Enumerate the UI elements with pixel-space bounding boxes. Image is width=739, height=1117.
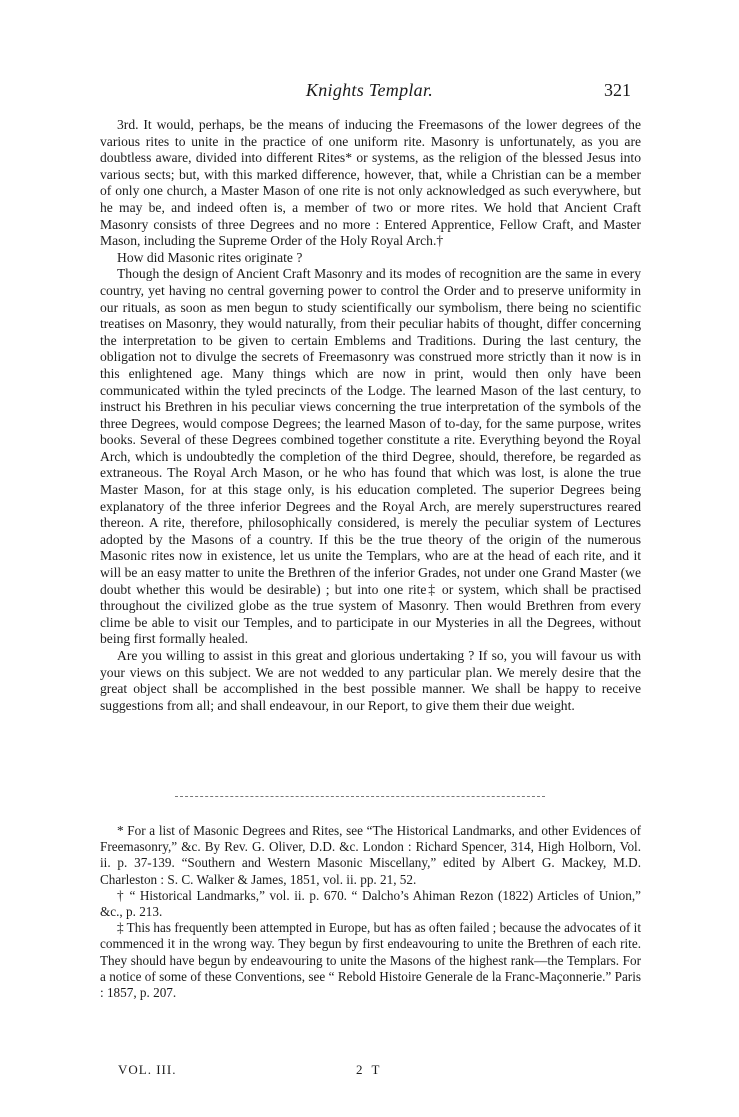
footnotes [100, 823, 641, 1001]
footnote: ‡ This has frequently been attempted in Europe, but has as often failed ; because the advocates of it commenced it in the wrong way. They begun by first endeavouring to unite the Brethren of each rite. They should have begun by endeavouring to unite the Masons of the highest rank—the Templars. For a notice of some of these Conventions, see “ Rebold Histoire Generale de la Franc-Maçonnerie.” Paris : 1857, p. 207. [100, 920, 641, 1001]
footnote: † “ Historical Landmarks,” vol. ii. p. 670. “ Dalcho’s Ahiman Rezon (1822) Articles of Union,” &c., p. 213. [100, 887, 641, 920]
body-paragraph: How did Masonic rites originate ? [117, 249, 303, 265]
body-paragraph: Are you willing to assist in this great and glorious undertaking ? If so, you will favour us with your views on this subject. We are not wedded to any particular plan. We merely desire that the great object shall be accomplished in the best possible manner. We shall be happy to receive suggestions from all; and shall endeavour, in our Report, to give them their due weight. [100, 648, 641, 713]
running-head [0, 80, 739, 104]
running-title: Knights Templar. [305, 80, 434, 100]
footnote-separator [175, 796, 545, 797]
volume-mark: VOL. III. [118, 1062, 177, 1077]
page-number: 321 [604, 80, 631, 100]
body-paragraph: Though the design of Ancient Craft Masonry and its modes of recognition are the same in every country, yet having no central governing power to control the Order and to preserve uniformity in our rituals, as soon as men begun to study scientifically our symbolism, there being no scientific treatises on Masonry, they would naturally, from their peculiar habits of thought, differ concerning the interpretation to be given to certain Emblems and Traditions. During the last century, the obligation not to divulge the secrets of Freemasonry was construed more strictly than it now is in this enlightened age. Many things which are now in print, would then only have been communicated within the tyled precincts of the Lodge. The learned Mason of the last century, to instruct his Brethren in his peculiar views concerning the true interpretation of the symbols of the three Degrees, would compose Degrees; the learned Mason of to-day, for the same purpose, writes books. Several of these Degrees combined together constitute a rite. Everything beyond the Royal Arch, which is undoubtedly the completion of the third Degree, should, therefore, be regarded as extraneous. The Royal Arch Mason, or he who has found that which was lost, is alone the true Master Mason, for at this stage only, is his education completed. The superior Degrees being explanatory of the three inferior Degrees and the Royal Arch, are merely superstructures reared thereon. A rite, therefore, philosophically considered, is merely the peculiar system of Lectures adopted by the Masons of a country. If this be the true theory of the origin of the numerous Masonic rites now in existence, let us unite the Templars, who are at the head of each rite, and it will be an easy matter to unite the Brethren of the inferior Grades, not under one Grand Master (we doubt whether this would be desirable) ; but into one rite‡ or system, which shall be practised throughout the civilized globe as the true system of Masonry. Then would Brethren from every clime be able to visit our Temples, and to participate in our Mysteries in all the Degrees, without being first formally healed. [100, 266, 641, 647]
signature-mark: 2 T [356, 1062, 383, 1077]
footnote: * For a list of Masonic Degrees and Rites, see “The Historical Landmarks, and other Evidences of Freemasonry,” &c. By Rev. G. Oliver, D.D. &c. London : Richard Spencer, 314, High Holborn, Vol. ii. p. 37-139. “Southern and Western Masonic Miscellany,” edited by Albert G. Mackey, M.D. Charleston : S. C. Walker & James, 1851, vol. ii. pp. 21, 52. [100, 823, 641, 887]
main-text [100, 117, 641, 714]
body-paragraph: 3rd. It would, perhaps, be the means of inducing the Freemasons of the lower degrees of the various rites to unite in the practice of one uniform rite. Masonry is unfortunately, as you are doubtless aware, divided into different Rites* or systems, as the religion of the blessed Jesus into various sects; but, with this marked difference, however, that, while a Christian can be a member of only one church, a Master Mason of one rite is not only acknowledged as such everywhere, but he may be, and indeed often is, a member of two or more rites. We hold that Ancient Craft Masonry consists of three Degrees and no more : Entered Apprentice, Fellow Craft, and Master Mason, including the Supreme Order of the Holy Royal Arch.† [100, 117, 641, 249]
signature-line [118, 1062, 641, 1080]
